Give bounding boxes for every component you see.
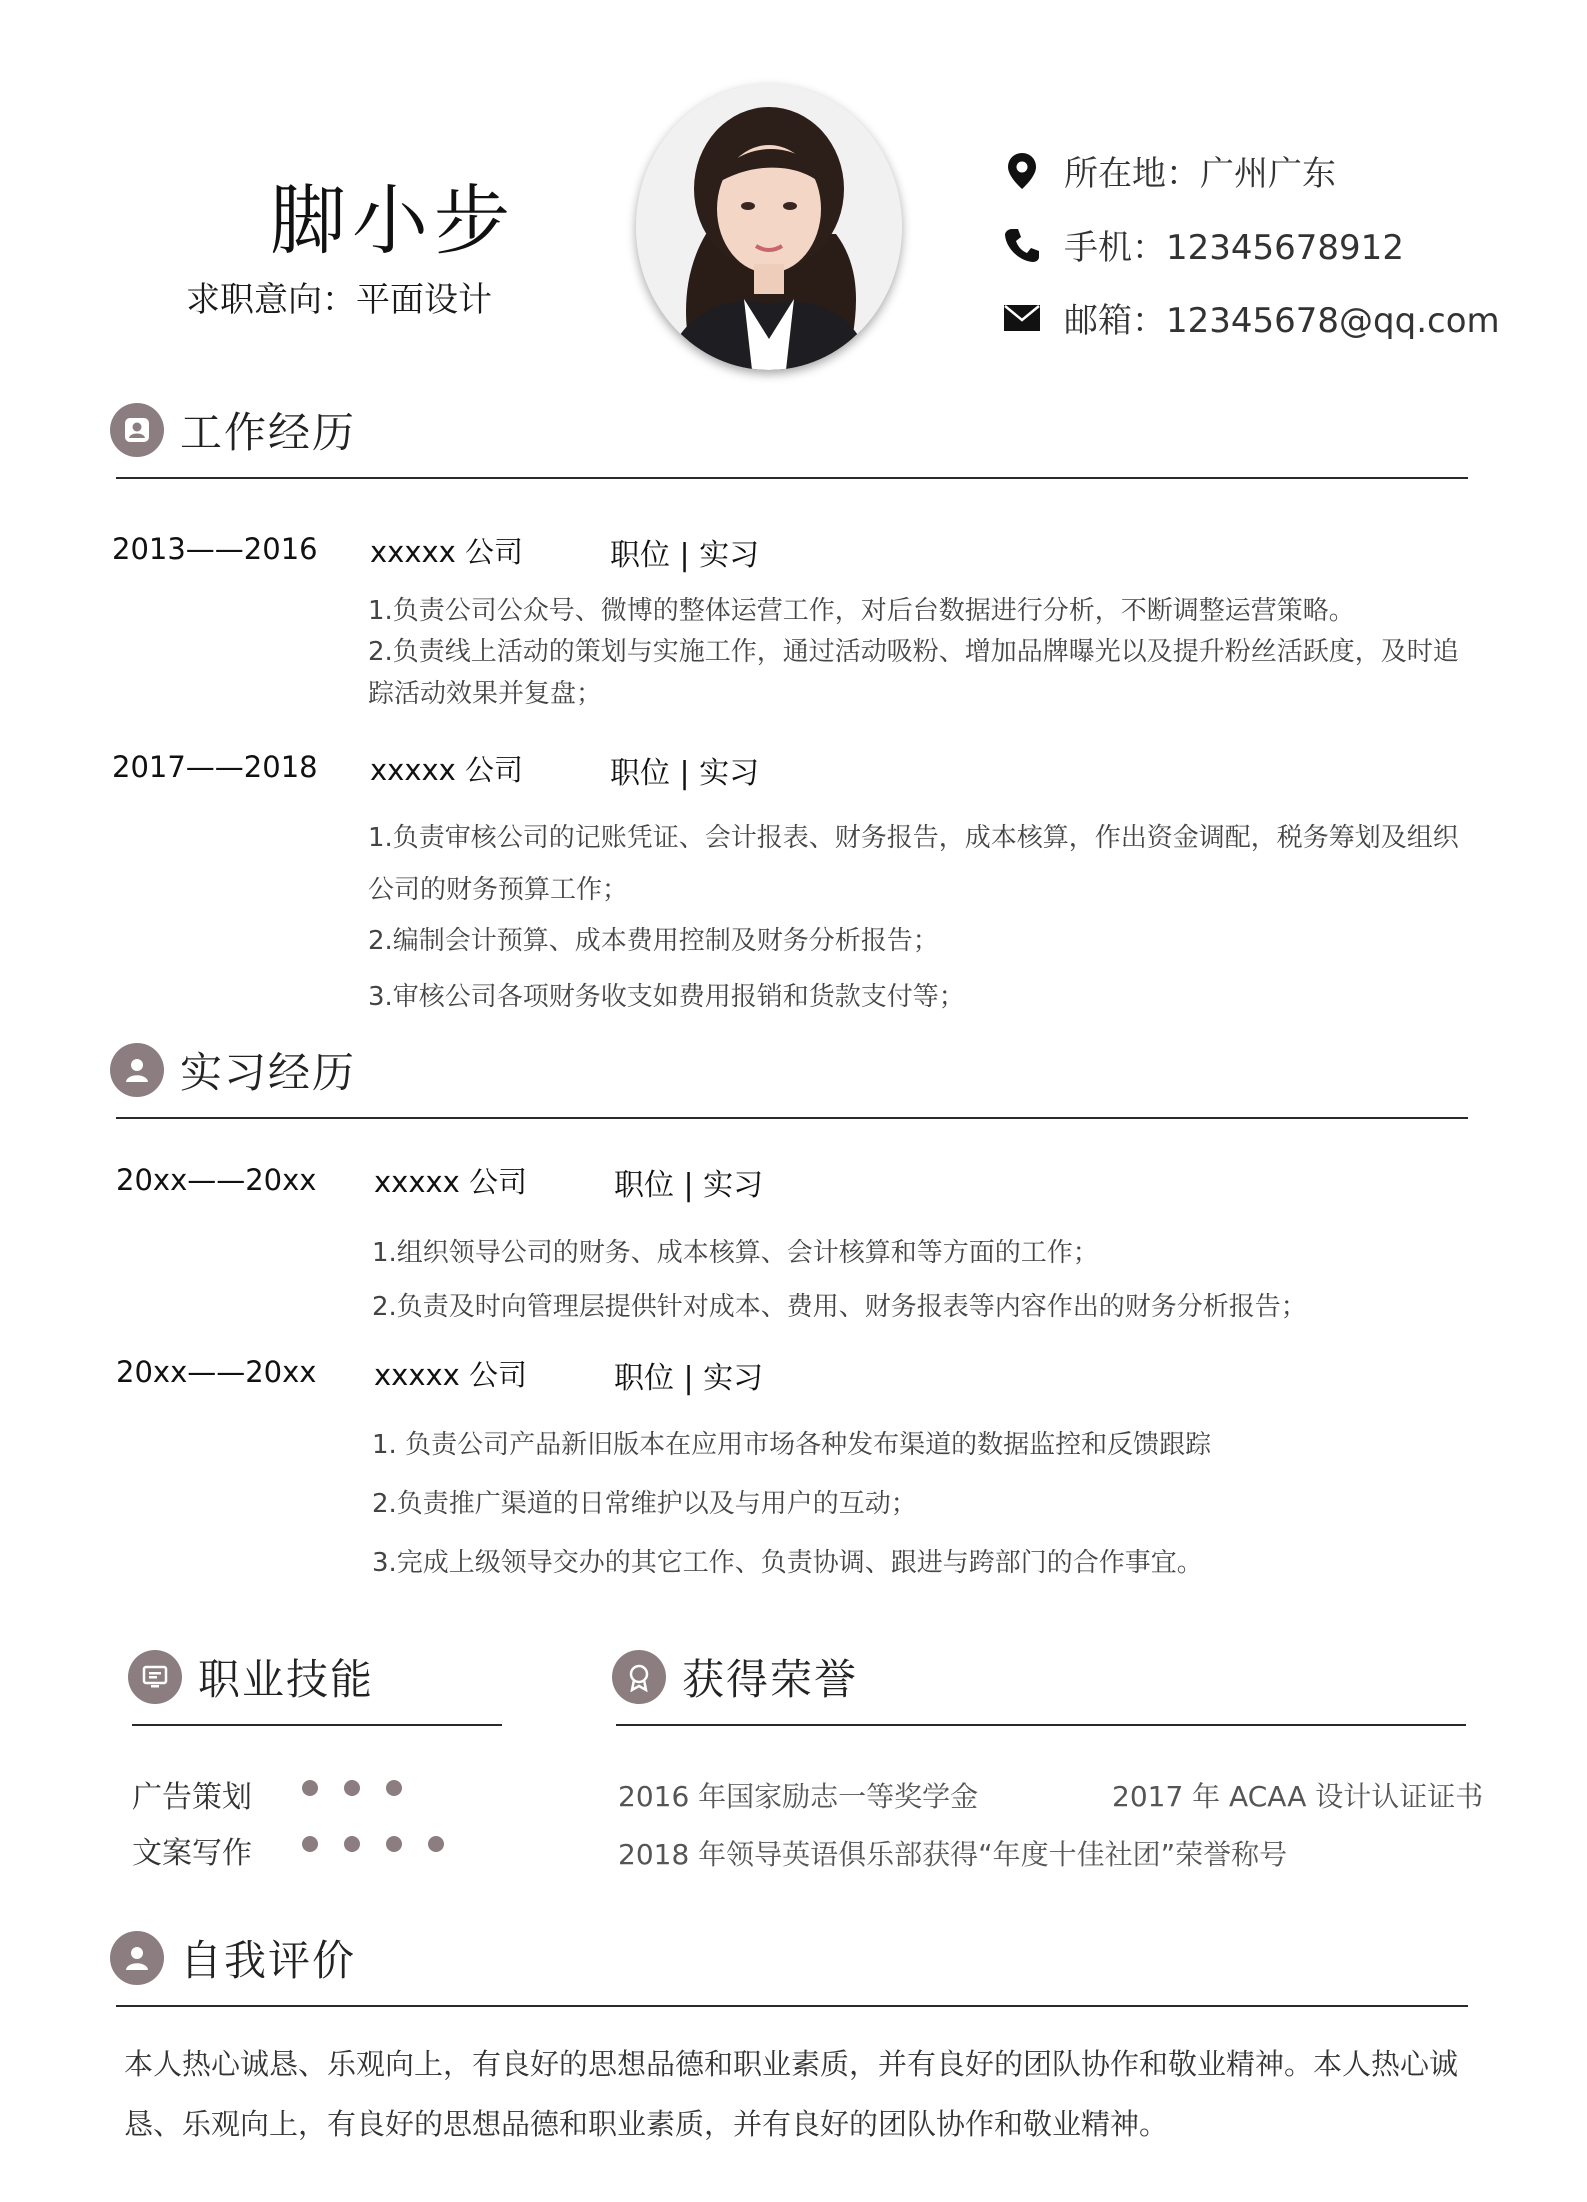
intern-2-date: 20xx——20xx: [116, 1355, 317, 1389]
intern-section-header: [110, 1040, 356, 1100]
work-1-duty-1: 1.负责公司公众号、微博的整体运营工作，对后台数据进行分析，不断调整运营策略。: [368, 596, 1355, 626]
skill-1-rating: [302, 1780, 402, 1796]
location-text: 所在地：广州广东: [1064, 154, 1336, 194]
honor-3: 2018 年领导英语俱乐部获得“年度十佳社团”荣誉称号: [618, 1838, 1288, 1871]
user-icon: [110, 1043, 164, 1097]
work-1-position: 职位 | 实习: [610, 538, 760, 573]
contact-location: [1002, 146, 1336, 195]
intern-2-duty-2: 2.负责推广渠道的日常维护以及与用户的互动；: [372, 1489, 917, 1519]
email-text: 邮箱：12345678@qq.com: [1064, 301, 1500, 341]
award-medal-icon: [612, 1650, 666, 1704]
intern-1-position: 职位 | 实习: [614, 1168, 764, 1203]
job-intent: 求职意向：平面设计: [186, 280, 492, 320]
skills-divider: [132, 1724, 502, 1726]
id-card-icon: [110, 403, 164, 457]
skills-section-header: [128, 1647, 374, 1707]
work-2-company: xxxxx 公司: [370, 753, 524, 787]
work-2-date: 2017——2018: [112, 750, 318, 784]
skill-rating-dot: [302, 1836, 318, 1852]
intern-divider: [116, 1117, 1468, 1119]
work-2-position: 职位 | 实习: [610, 756, 760, 791]
evaluation-text: 本人热心诚恳、乐观向上，有良好的思想品德和职业素质，并有良好的团队协作和敬业精神。本人热心诚恳、乐观向上，有良好的思想品德和职业素质，并有良好的团队协作和敬业精神。: [124, 2047, 1459, 2141]
work-2-duty-1: 1.负责审核公司的记账凭证、会计报表、财务报告，成本核算，作出资金调配，税务筹划及组织公司的财务预算工作；: [368, 823, 1459, 905]
evaluation-section-header: [110, 1928, 356, 1988]
candidate-name: 脚小步: [270, 176, 516, 265]
work-section-title: 工作经历: [180, 408, 357, 457]
work-1-date: 2013——2016: [112, 532, 318, 566]
skill-rating-dot: [428, 1836, 444, 1852]
profile-photo: [636, 84, 902, 370]
skills-section-title: 职业技能: [198, 1655, 375, 1704]
intern-2-company: xxxxx 公司: [374, 1358, 528, 1392]
work-divider: [116, 477, 1468, 479]
skill-rating-dot: [344, 1836, 360, 1852]
contact-email: [1002, 293, 1500, 342]
honor-1: 2016 年国家励志一等奖学金: [618, 1780, 979, 1813]
skill-rating-dot: [302, 1780, 318, 1796]
location-pin-icon: [1002, 151, 1042, 191]
work-section-header: [110, 400, 356, 460]
intern-2-position: 职位 | 实习: [614, 1361, 764, 1396]
skill-rating-dot: [386, 1836, 402, 1852]
skill-rating-dot: [386, 1780, 402, 1796]
work-2-duty-3: 3.审核公司各项财务收支如费用报销和货款支付等；: [368, 982, 965, 1012]
monitor-icon: [128, 1650, 182, 1704]
phone-text: 手机：12345678912: [1064, 228, 1404, 268]
intern-1-company: xxxxx 公司: [374, 1165, 528, 1199]
skill-2-rating: [302, 1836, 444, 1852]
intern-1-duty-2: 2.负责及时向管理层提供针对成本、费用、财务报表等内容作出的财务分析报告；: [372, 1292, 1307, 1322]
honors-divider: [616, 1724, 1466, 1726]
phone-icon: [1002, 225, 1042, 265]
intern-2-duty-3: 3.完成上级领导交办的其它工作、负责协调、跟进与跨部门的合作事宜。: [372, 1548, 1203, 1578]
skill-1-label: 广告策划: [132, 1780, 252, 1815]
work-1-duty-2: 2.负责线上活动的策划与实施工作，通过活动吸粉、增加品牌曝光以及提升粉丝活跃度，及时追踪活动效果并复盘；: [368, 637, 1459, 709]
work-2-duty-2: 2.编制会计预算、成本费用控制及财务分析报告；: [368, 926, 939, 956]
honor-2: 2017 年 ACAA 设计认证证书: [1112, 1780, 1484, 1813]
skill-rating-dot: [344, 1780, 360, 1796]
intern-section-title: 实习经历: [180, 1048, 357, 1097]
intern-1-date: 20xx——20xx: [116, 1163, 317, 1197]
contact-phone: [1002, 220, 1404, 269]
skill-2-label: 文案写作: [132, 1836, 252, 1871]
user-icon: [110, 1931, 164, 1985]
honors-section-header: [612, 1647, 858, 1707]
honors-section-title: 获得荣誉: [682, 1655, 859, 1704]
work-1-company: xxxxx 公司: [370, 535, 524, 569]
evaluation-section-title: 自我评价: [180, 1936, 357, 1985]
evaluation-divider: [116, 2005, 1468, 2007]
intern-2-duty-1: 1. 负责公司产品新旧版本在应用市场各种发布渠道的数据监控和反馈跟踪: [372, 1430, 1212, 1460]
envelope-icon: [1002, 298, 1042, 338]
intern-1-duty-1: 1.组织领导公司的财务、成本核算、会计核算和等方面的工作；: [372, 1238, 1099, 1268]
